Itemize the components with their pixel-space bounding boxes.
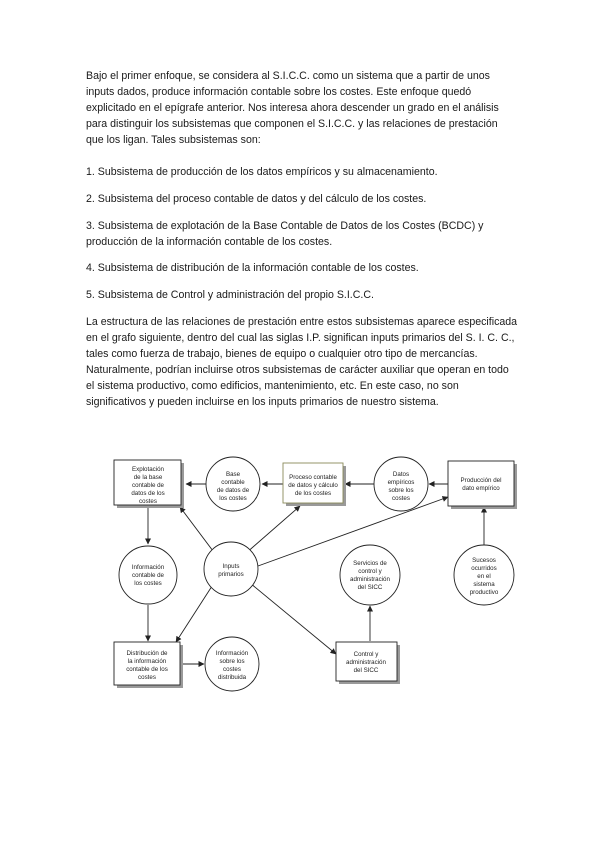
- box-distribucion-line-3: contable de los: [126, 666, 168, 673]
- circle-inputs-primarios: [204, 542, 258, 596]
- circle-datos-line-3: sobre los: [388, 487, 414, 494]
- circle-servicios-line-4: del SICC: [357, 584, 383, 591]
- list-item-2: 2. Subsistema del proceso contable de datos y del cálculo de los costes.: [86, 193, 427, 205]
- arrow-inputs-to-control: [250, 583, 336, 654]
- circle-sucesos-line-5: productivo: [469, 589, 499, 596]
- circle-base-contable: [206, 457, 260, 511]
- arrow-inputs-to-proceso: [245, 506, 300, 554]
- list-item-4: 4. Subsistema de distribución de la información contable de los costes.: [86, 262, 419, 274]
- box-produccion-line-1: Producción del: [460, 477, 502, 484]
- circle-info-line-1: Información: [131, 564, 165, 571]
- list-item-3: 3. Subsistema de explotación de la Base Contable de Datos de los Costes (BCDC) y producción de la información contable de los costes.: [86, 220, 484, 248]
- circle-base-line-3: de datos de: [216, 487, 250, 494]
- circle-servicios-control: [340, 545, 400, 605]
- box-control-line-3: del SICC: [353, 667, 379, 674]
- box-proceso: [283, 463, 346, 506]
- circle-distribuida-line-2: sobre los: [219, 658, 245, 665]
- box-explotacion: [114, 460, 184, 508]
- circle-sucesos-line-3: en el: [477, 573, 491, 580]
- circle-inputs-line-1: Inputs: [222, 563, 240, 570]
- box-proceso-line-2: de datos y cálculo: [288, 482, 338, 489]
- circle-sucesos-line-2: ocurridos: [471, 565, 497, 572]
- intro-paragraph: Bajo el primer enfoque, se considera al S.I.C.C. como un sistema que a partir de unos inputs dados, produce información contable sobre los costes. Este enfoque quedó explicitado en el epígrafe anterior. Nos interesa ahora descender un grado en el análisis para distinguir los subsistemas que componen el S.I.C.C. y las relaciones de prestación que los ligan. Tales subsistemas son:: [86, 70, 499, 146]
- circle-inputs-line-2: primarios: [218, 571, 244, 578]
- circle-datos-line-2: empíricos: [387, 479, 415, 486]
- box-proceso-line-1: Proceso contable: [289, 474, 337, 481]
- circle-datos-line-4: costes: [392, 495, 410, 502]
- circle-base-line-2: contable: [221, 479, 245, 486]
- box-explotacion-line-4: datos de los: [131, 490, 165, 497]
- circle-base-line-4: los costes: [219, 495, 247, 502]
- arrow-inputs-to-distribucion: [176, 583, 214, 642]
- box-control: [336, 642, 400, 684]
- box-explotacion-line-2: de la base: [133, 474, 163, 481]
- box-explotacion-line-5: costes: [139, 498, 157, 505]
- circle-sucesos-line-4: sistema: [473, 581, 495, 588]
- box-explotacion-line-3: contable de: [132, 482, 164, 489]
- circle-sucesos: [454, 545, 514, 605]
- circle-distribuida-line-3: costes: [223, 666, 241, 673]
- box-distribucion-line-4: costes: [138, 674, 156, 681]
- list-item-5: 5. Subsistema de Control y administración del propio S.I.C.C.: [86, 289, 374, 301]
- circle-distribuida-line-4: distribuida: [217, 674, 247, 681]
- circle-servicios-line-1: Servicios de: [353, 560, 387, 567]
- box-produccion: [448, 461, 517, 509]
- structure-paragraph: La estructura de las relaciones de prestación entre estos subsistemas aparece especificada en el grafo siguiente, dentro del cual las siglas I.P. significan inputs primarios del S. I. C. C., tales como fuerza de trabajo, bienes de equipo o cualquier otro tipo de mercancías. Naturalmente, podrían incluirse otros subsistemas de carácter auxiliar que operan en todo el sistema productivo, como edificios, mantenimiento, etc. En este caso, no son significativos y pueden incluirse en los inputs primarios de nuestro sistema.: [86, 316, 518, 408]
- circle-info-line-2: contable de: [132, 572, 164, 579]
- circle-info-line-3: los costes: [134, 580, 162, 587]
- circle-servicios-line-2: control y: [358, 568, 382, 575]
- box-control-line-2: administración: [346, 659, 386, 666]
- arrow-inputs-to-explotacion: [180, 507, 216, 555]
- circle-informacion-contable: [119, 546, 177, 604]
- circle-distribuida-line-1: Información: [215, 650, 249, 657]
- circle-sucesos-line-1: Sucesos: [472, 557, 496, 564]
- box-distribucion: [114, 642, 183, 688]
- box-produccion-line-2: dato empírico: [462, 485, 500, 492]
- list-item-1: 1. Subsistema de producción de los datos empíricos y su almacenamiento.: [86, 166, 438, 178]
- box-explotacion-line-1: Explotación: [132, 466, 164, 473]
- box-proceso-line-3: de los costes: [294, 490, 332, 497]
- box-distribucion-line-2: la información: [127, 658, 167, 665]
- circle-servicios-line-3: administración: [350, 576, 390, 583]
- circle-datos-empiricos: [374, 457, 428, 511]
- box-distribucion-line-1: Distribución de: [126, 650, 168, 657]
- circle-datos-line-1: Datos: [392, 471, 410, 478]
- circle-base-line-1: Base: [225, 471, 241, 478]
- circle-informacion-distribuida: [205, 637, 259, 691]
- box-control-line-1: Control y: [353, 651, 379, 658]
